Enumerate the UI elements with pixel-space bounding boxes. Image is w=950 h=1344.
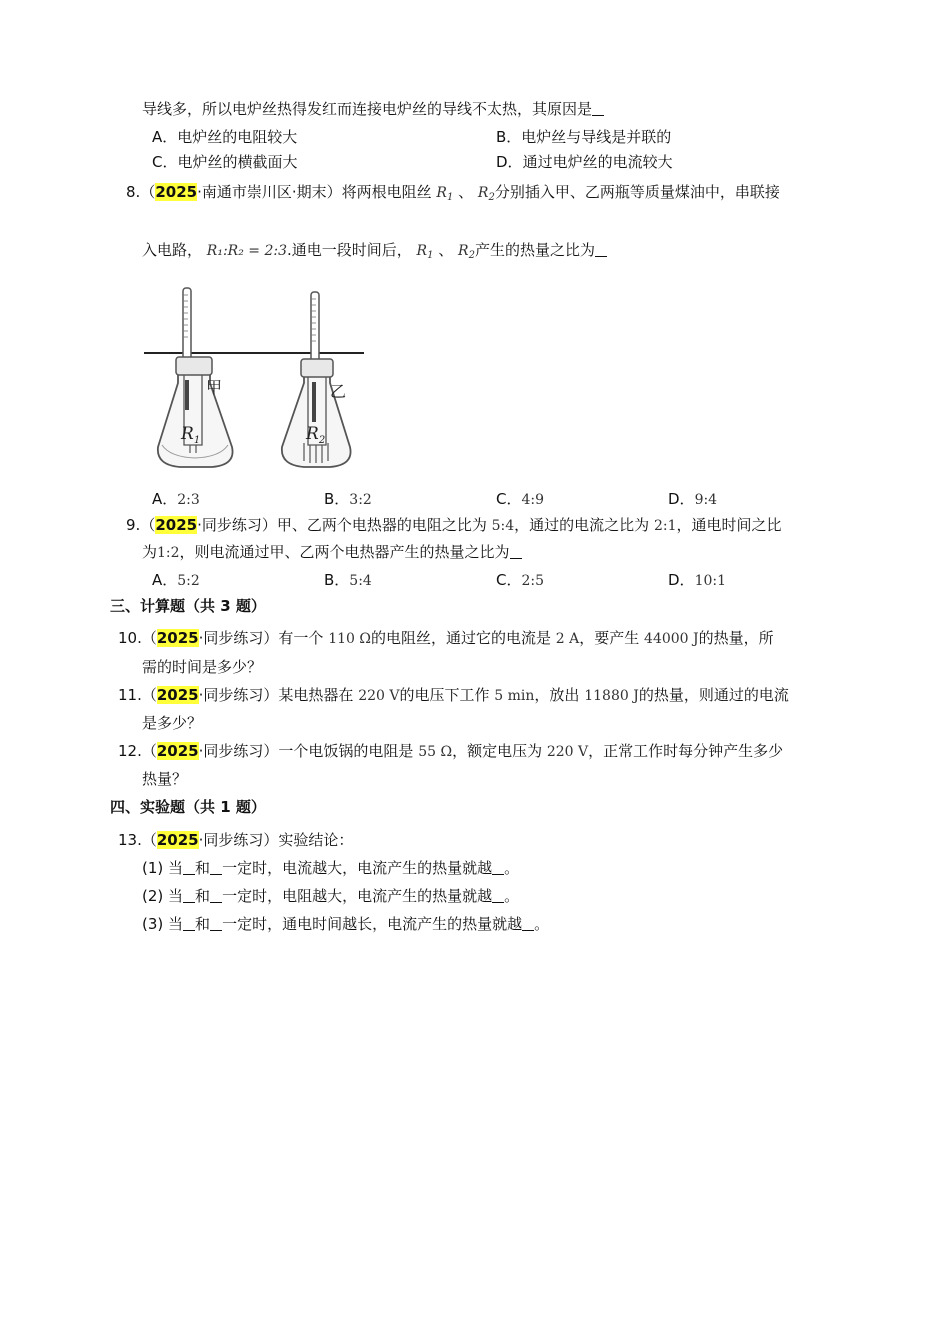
item-number: (3) — [142, 915, 164, 933]
separator: 、 — [458, 183, 474, 201]
option-letter: A． — [152, 490, 178, 508]
q9-line2 — [142, 541, 522, 564]
q12-text: ，额定电压为 — [452, 742, 543, 760]
option-value: 5:2 — [177, 573, 200, 589]
q9-text: ·同步练习）甲、乙两个电热器的电阻之比为 — [197, 516, 487, 534]
q10-text: 的热量，所 — [698, 629, 774, 647]
year-badge: 2025 — [155, 516, 198, 534]
q8-line1 — [126, 181, 780, 209]
item-text: 当 — [168, 915, 184, 933]
option-value: 5:4 — [349, 573, 372, 589]
option-letter: C． — [496, 571, 522, 589]
option-value: 10:1 — [694, 573, 727, 589]
q7-text: 导线多，所以电炉丝热得发红而连接电炉丝的导线不太热，其原因是 — [142, 100, 593, 118]
paren: （ — [140, 516, 156, 534]
resistance-value: 55 Ω — [418, 744, 453, 760]
year-badge: 2025 — [156, 742, 199, 760]
q11-text: ·同步练习）某电热器在 — [198, 686, 354, 704]
option-text: 通过电炉丝的电流较大 — [522, 153, 673, 171]
answer-blank — [183, 860, 195, 875]
section-heading-calculation: 三、计算题（共 3 题） — [110, 597, 266, 615]
q13-item-2 — [142, 885, 519, 907]
q7-continuation — [142, 98, 604, 120]
answer-blank — [592, 101, 604, 116]
option-letter: B． — [324, 571, 350, 589]
q8-text: 入电路， — [142, 241, 203, 259]
option-text: 电炉丝的横截面大 — [177, 153, 298, 171]
q8-text: 产生的热量之比为 — [474, 241, 595, 259]
option-value: 3:2 — [349, 492, 372, 508]
answer-blank — [595, 242, 607, 257]
q8-text: 分别插入甲、乙两瓶等质量煤油中，串联接 — [494, 183, 780, 201]
answer-blank — [510, 544, 522, 559]
label-yi: 乙 — [330, 382, 347, 401]
option-letter: D． — [668, 571, 695, 589]
question-number: 11. — [118, 686, 142, 704]
q8-option-a — [152, 488, 200, 511]
q10-text: 的电阻丝，通过它的电流是 — [370, 629, 551, 647]
question-number: 10. — [118, 629, 142, 647]
current-ratio: 2:1 — [653, 518, 677, 534]
question-number: 8. — [126, 183, 141, 201]
r2-symbol: $R_2$ — [477, 185, 495, 203]
q11-text: ，放出 — [534, 686, 580, 704]
q12-line1 — [118, 740, 783, 763]
answer-blank — [210, 860, 222, 875]
item-text: 。 — [504, 887, 520, 905]
q10-line2: 需的时间是多少？ — [142, 658, 263, 676]
item-text: 当 — [168, 859, 184, 877]
q8-option-b — [324, 488, 372, 511]
question-number: 9. — [126, 516, 141, 534]
option-letter: B． — [324, 490, 350, 508]
item-number: (2) — [142, 887, 164, 905]
item-text: 。 — [534, 915, 550, 933]
q11-text: 的热量，则通过的电流 — [638, 686, 789, 704]
q11-line2: 是多少？ — [142, 714, 203, 732]
option-letter: C． — [496, 490, 522, 508]
option-letter: A． — [152, 128, 178, 146]
year-badge: 2025 — [155, 183, 198, 201]
answer-blank — [183, 916, 195, 931]
q9-text: ，通过的电流之比为 — [514, 516, 650, 534]
answer-blank — [492, 860, 504, 875]
item-text: 一定时，电流越大，电流产生的热量就越 — [222, 859, 493, 877]
item-text: 一定时，电阻越大，电流产生的热量就越 — [222, 887, 493, 905]
q9-option-c — [496, 569, 544, 592]
option-letter: C． — [152, 153, 178, 171]
option-letter: D． — [496, 153, 523, 171]
item-text: 当 — [168, 887, 184, 905]
answer-blank — [210, 888, 222, 903]
q10-line1 — [118, 627, 774, 650]
q10-text: ，要产生 — [579, 629, 640, 647]
current-value: 2 A — [555, 631, 580, 647]
q9-text: 为 — [142, 543, 158, 561]
r2-figure-label: $R_2$ — [306, 424, 326, 446]
q8-option-d — [668, 488, 717, 511]
time-value: 5 min — [494, 688, 535, 704]
q9-option-d — [668, 569, 726, 592]
option-value: 9:4 — [694, 492, 718, 508]
q13-text: ·同步练习）实验结论： — [198, 831, 354, 849]
q9-text: ，通电时间之比 — [676, 516, 782, 534]
flask-jia — [158, 288, 233, 467]
q12-text: ·同步练习）一个电饭锅的电阻是 — [198, 742, 414, 760]
q13-item-1 — [142, 857, 519, 879]
heat-value: 44000 J — [644, 631, 699, 647]
q9-option-a — [152, 569, 200, 592]
paren: （ — [141, 686, 157, 704]
q8-option-c — [496, 488, 544, 511]
voltage-value: 220 V — [546, 744, 589, 760]
q10-text: ·同步练习）有一个 — [198, 629, 324, 647]
time-ratio: 1:2 — [157, 545, 180, 561]
option-value: 2:3 — [177, 492, 200, 508]
q11-text: 的电压下工作 — [399, 686, 490, 704]
question-number: 12. — [118, 742, 142, 760]
paren: （ — [141, 742, 157, 760]
q8-text: ·南通市崇川区·期末）将两根电阻丝 — [197, 183, 432, 201]
separator: 、 — [438, 241, 454, 259]
heat-value: 11880 J — [584, 688, 639, 704]
r2-symbol: $R_2$ — [458, 243, 475, 261]
item-text: 一定时，通电时间越长，电流产生的热量就越 — [222, 915, 523, 933]
q7-option-b — [496, 126, 671, 148]
paren: （ — [141, 629, 157, 647]
option-letter: D． — [668, 490, 695, 508]
q9-line1 — [126, 514, 782, 537]
q8-line2 — [142, 239, 607, 267]
ratio-expression: R₁:R₂ = 2:3 — [206, 243, 287, 259]
q11-line1 — [118, 684, 789, 707]
item-text: 和 — [195, 887, 211, 905]
label-jia: 甲 — [206, 378, 223, 397]
q13-item-3 — [142, 913, 549, 935]
item-number: (1) — [142, 859, 164, 877]
q9-text: ，则电流通过甲、乙两个电热器产生的热量之比为 — [179, 543, 510, 561]
q13-line1 — [118, 829, 353, 851]
option-value: 2:5 — [521, 573, 545, 589]
item-text: 和 — [195, 859, 211, 877]
option-value: 4:9 — [521, 492, 545, 508]
r1-figure-label: $R_1$ — [181, 424, 201, 446]
year-badge: 2025 — [156, 831, 199, 849]
year-badge: 2025 — [156, 629, 199, 647]
q8-text: .通电一段时间后， — [286, 241, 412, 259]
option-letter: B． — [496, 128, 522, 146]
item-text: 。 — [504, 859, 520, 877]
voltage-value: 220 V — [358, 688, 400, 704]
resistance-ratio: 5:4 — [491, 518, 515, 534]
answer-blank — [492, 888, 504, 903]
two-flask-figure — [140, 285, 368, 475]
answer-blank — [210, 916, 222, 931]
q12-line2: 热量？ — [142, 770, 188, 788]
resistance-value: 110 Ω — [328, 631, 371, 647]
option-letter: A． — [152, 571, 178, 589]
answer-blank — [183, 888, 195, 903]
paren: （ — [141, 831, 157, 849]
year-badge: 2025 — [156, 686, 199, 704]
section-heading-experiment: 四、实验题（共 1 题） — [110, 798, 266, 816]
q7-option-a — [152, 126, 297, 148]
q9-option-b — [324, 569, 372, 592]
r1-symbol: $R_1$ — [416, 243, 434, 261]
option-text: 电炉丝的电阻较大 — [177, 128, 298, 146]
q7-option-c — [152, 151, 298, 173]
answer-blank — [522, 916, 534, 931]
q12-text: ，正常工作时每分钟产生多少 — [588, 742, 784, 760]
item-text: 和 — [195, 915, 211, 933]
paren: （ — [140, 183, 156, 201]
option-text: 电炉丝与导线是并联的 — [521, 128, 672, 146]
question-number: 13. — [118, 831, 142, 849]
r1-symbol: $R_1$ — [436, 185, 454, 203]
flask-yi — [282, 292, 351, 467]
q7-option-d — [496, 151, 673, 173]
